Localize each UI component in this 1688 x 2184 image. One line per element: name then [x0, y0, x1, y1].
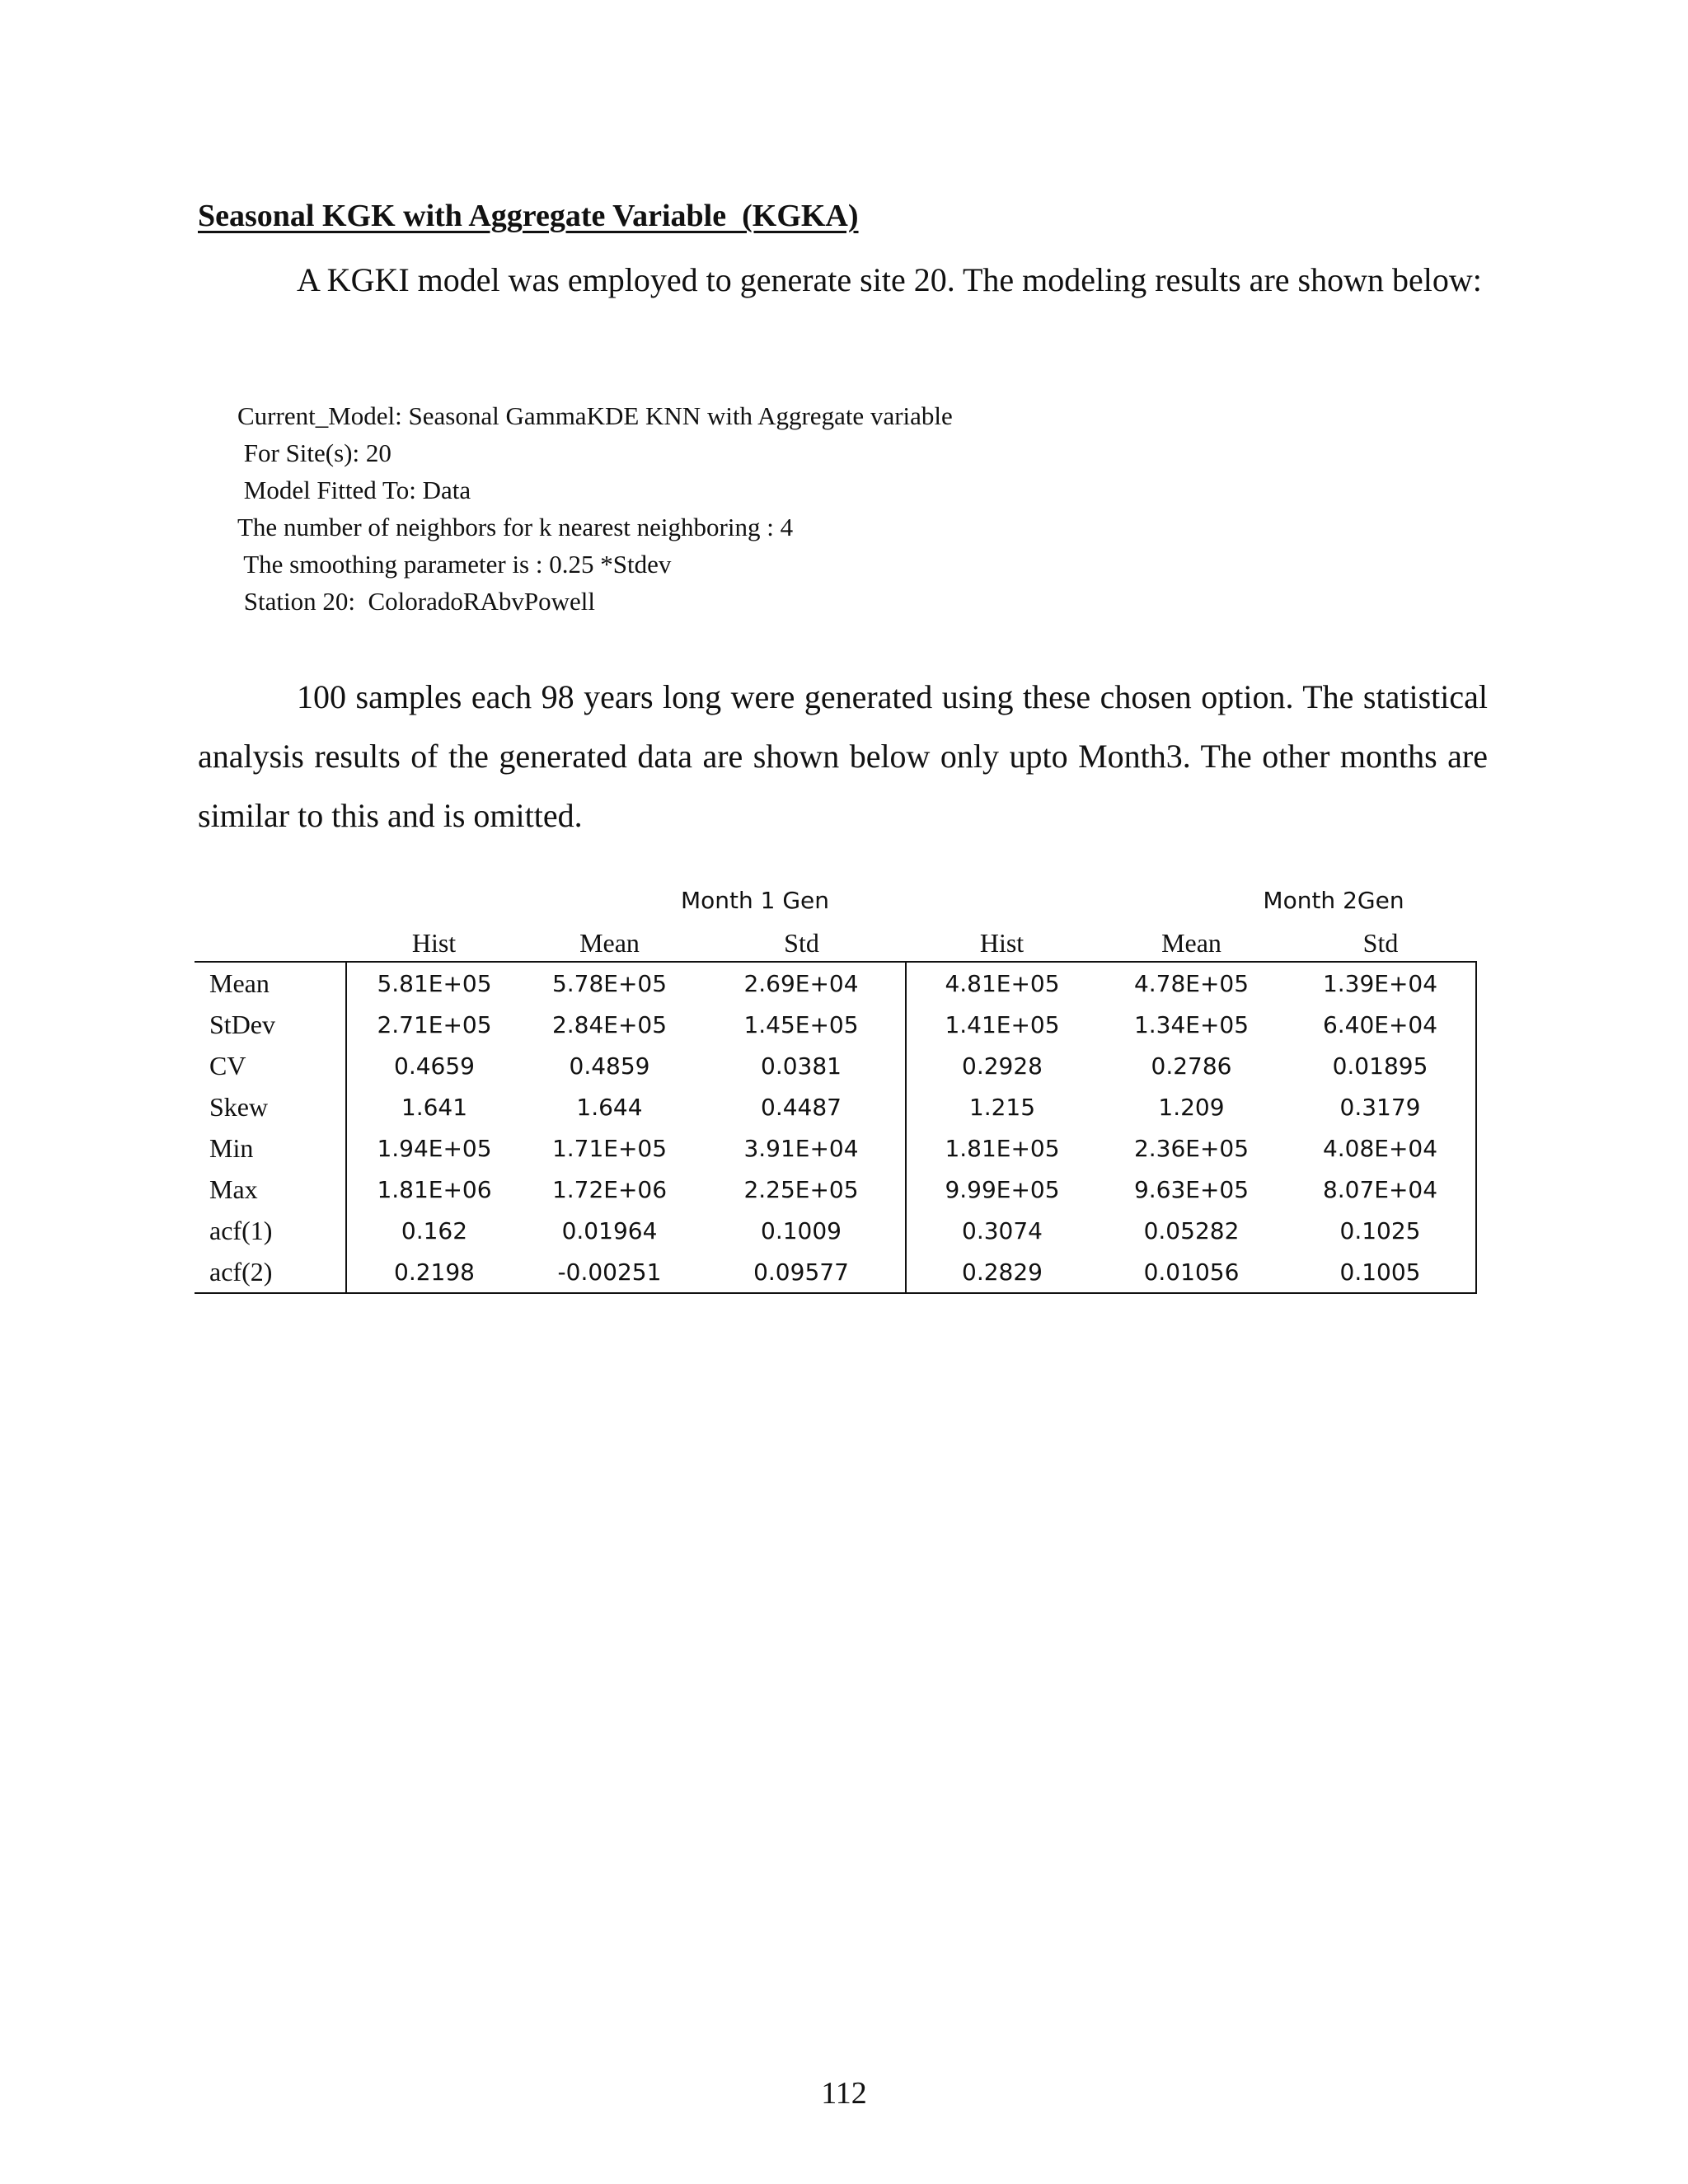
table-cell: 1.81E+06	[346, 1169, 522, 1210]
table-cell: 0.162	[346, 1210, 522, 1251]
statistics-table	[195, 925, 1477, 1294]
table-group-header-row	[195, 880, 1476, 925]
table-header-row	[195, 925, 1476, 962]
table-cell: 4.08E+04	[1285, 1127, 1476, 1169]
table-cell: 0.3179	[1285, 1086, 1476, 1127]
page-number: 112	[821, 2076, 867, 2111]
table-cell: 5.81E+05	[346, 962, 522, 1004]
table-cell: 2.69E+04	[743, 969, 859, 997]
header-cell: Hist	[906, 925, 1098, 962]
table-cell: 6.40E+04	[1285, 1004, 1476, 1045]
row-label: acf(1)	[209, 1215, 273, 1245]
row-label: acf(2)	[195, 1251, 346, 1293]
table-row	[195, 1004, 1476, 1045]
table-cell: 1.45E+05	[743, 1010, 859, 1038]
table-cell: 0.09577	[697, 1251, 906, 1293]
analysis-paragraph: 100 samples each 98 years long were generated using these chosen option. The statistical analysis results of the generated data are shown below only upto Month3. The other months are similar to this and is omitted.	[198, 678, 1488, 834]
table-cell: 0.3074	[906, 1210, 1098, 1251]
header-cell: Mean	[522, 925, 697, 962]
table-cell: 0.01964	[561, 1216, 658, 1244]
row-label: CV	[209, 1050, 246, 1080]
model-output-line: The number of neighbors for k nearest neighboring : 4	[237, 513, 794, 541]
table-row	[195, 962, 1476, 1004]
table-cell: 0.4659	[346, 1045, 522, 1086]
table-cell: -0.00251	[522, 1251, 697, 1293]
table-row	[195, 1169, 1476, 1210]
table-cell: 1.215	[906, 1086, 1098, 1127]
statistics-table-block	[195, 880, 1476, 1294]
table-cell: 1.644	[576, 1093, 643, 1121]
table-cell: 2.71E+05	[346, 1004, 522, 1045]
row-label: Skew	[209, 1091, 269, 1122]
table-cell: 0.2198	[346, 1251, 522, 1293]
row-label: Min	[209, 1132, 254, 1163]
table-row	[195, 1210, 1476, 1251]
table-cell: 1.71E+05	[551, 1134, 668, 1162]
table-cell: 4.78E+05	[1133, 969, 1250, 997]
table-cell: 1.641	[346, 1086, 522, 1127]
table-cell: 9.99E+05	[906, 1169, 1098, 1210]
header-blank	[195, 925, 346, 962]
section-heading: Seasonal KGK with Aggregate Variable (KGKA)	[198, 199, 859, 233]
table-cell: 9.63E+05	[1133, 1175, 1250, 1203]
table-cell: 0.2786	[1151, 1052, 1232, 1080]
table-cell: 1.34E+05	[1133, 1010, 1250, 1038]
table-row	[195, 1251, 1476, 1293]
table-cell: 0.1005	[1285, 1251, 1476, 1293]
table-cell: 0.4487	[761, 1093, 842, 1121]
group-header-month2: Month 2Gen	[1263, 887, 1404, 914]
table-cell: 0.05282	[1143, 1216, 1240, 1244]
table-cell: 0.01895	[1285, 1045, 1476, 1086]
table-row	[195, 1127, 1476, 1169]
table-cell: 0.0381	[761, 1052, 842, 1080]
table-cell: 1.39E+04	[1285, 962, 1476, 1004]
row-label: Max	[209, 1174, 258, 1204]
table-cell: 5.78E+05	[551, 969, 668, 997]
header-cell: Mean	[1098, 925, 1285, 962]
table-cell: 0.2829	[906, 1251, 1098, 1293]
model-output-block	[237, 397, 953, 620]
table-cell: 8.07E+04	[1285, 1169, 1476, 1210]
table-cell: 4.81E+05	[906, 962, 1098, 1004]
table-cell: 0.1025	[1285, 1210, 1476, 1251]
table-cell: 1.81E+05	[906, 1127, 1098, 1169]
model-output-line: For Site(s): 20	[237, 438, 392, 467]
model-output-line: The smoothing parameter is : 0.25 *Stdev	[237, 550, 672, 579]
table-cell: 2.84E+05	[551, 1010, 668, 1038]
table-cell: 1.94E+05	[346, 1127, 522, 1169]
table-cell: 1.41E+05	[906, 1004, 1098, 1045]
table-cell: 0.01056	[1098, 1251, 1285, 1293]
model-output-line: Current_Model: Seasonal GammaKDE KNN with Aggregate variable	[237, 401, 953, 430]
header-cell: Hist	[346, 925, 522, 962]
intro-paragraph: A KGKI model was employed to generate site 20. The modeling results are shown below:	[297, 261, 1482, 298]
model-output-line: Station 20: ColoradoRAbvPowell	[237, 587, 595, 616]
table-cell: 0.2928	[906, 1045, 1098, 1086]
group-header-month1: Month 1 Gen	[680, 887, 830, 914]
table-cell: 0.4859	[569, 1052, 650, 1080]
row-label: StDev	[209, 1009, 275, 1039]
header-cell: Std	[697, 925, 906, 962]
table-row	[195, 1086, 1476, 1127]
row-label: Mean	[209, 968, 270, 998]
table-cell: 2.36E+05	[1133, 1134, 1250, 1162]
table-row	[195, 1045, 1476, 1086]
header-cell: Std	[1285, 925, 1476, 962]
model-output-line: Model Fitted To: Data	[237, 476, 471, 504]
table-cell: 2.25E+05	[743, 1175, 859, 1203]
table-cell: 3.91E+04	[743, 1134, 859, 1162]
table-cell: 0.1009	[761, 1216, 842, 1244]
table-cell: 1.72E+06	[551, 1175, 668, 1203]
table-cell: 1.209	[1158, 1093, 1225, 1121]
